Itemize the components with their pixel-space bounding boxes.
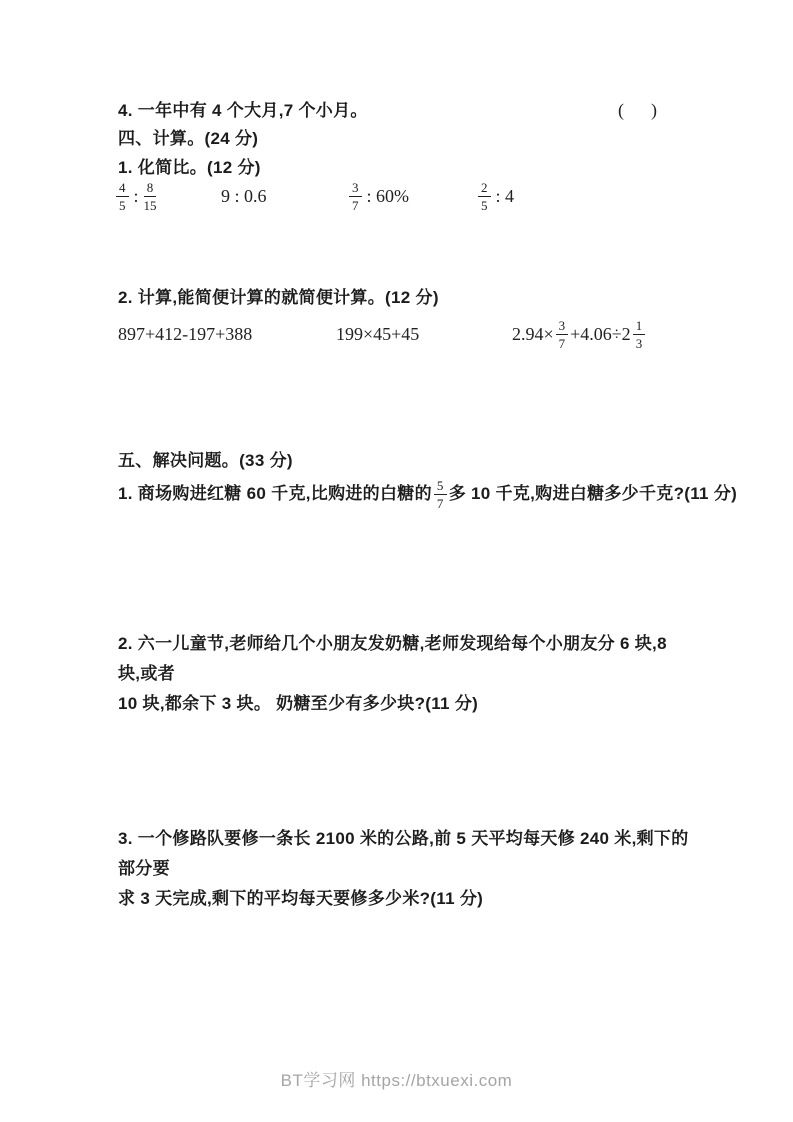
- fraction-denominator: 5: [119, 197, 126, 213]
- calc-expression-2: 199×45+45: [336, 323, 420, 344]
- problem-1-text: 多 10 千克,购进白糖多少千克?(11 分): [448, 484, 738, 503]
- fraction: [144, 181, 157, 212]
- problem-2-line-2: 10 块,都余下 3 块。 奶糖至少有多少块?(11 分): [118, 694, 479, 713]
- fraction-denominator: 3: [635, 335, 643, 351]
- fraction: [349, 181, 362, 212]
- simplify-ratio-label: 1. 化简比。(12 分): [118, 158, 261, 177]
- problem-2-line-1: 2. 六一儿童节,老师给几个小朋友发奶糖,老师发现给每个小朋友分 6 块,8 块,或者: [118, 634, 667, 683]
- section-5-heading: 五、解决问题。(33 分): [118, 451, 293, 470]
- section-4-heading: 四、计算。(24 分): [118, 129, 259, 148]
- fraction-numerator: 1: [633, 319, 646, 335]
- fraction: [633, 319, 646, 350]
- expression-segment: 2.94×: [512, 323, 554, 344]
- fraction-denominator: 7: [436, 495, 444, 511]
- problem-3-line-2: 求 3 天完成,剩下的平均每天要修多少米?(11 分): [118, 889, 484, 908]
- ratio-expression-3: [347, 178, 412, 214]
- footer-watermark: BT学习网 https://btxuexi.com: [280, 1071, 513, 1090]
- problem-3-line-1: 3. 一个修路队要修一条长 2100 米的公路,前 5 天平均每天修 240 米,剩下的部分要: [118, 829, 689, 878]
- ratio-expression-2: 9 : 0.6: [221, 185, 267, 206]
- fraction-denominator: 7: [558, 335, 566, 351]
- problem-1: [118, 474, 737, 514]
- expression-segment: +4.06÷2: [570, 323, 631, 344]
- fraction-numerator: 8: [144, 181, 157, 197]
- fraction: [478, 181, 491, 212]
- fraction-denominator: 5: [481, 197, 488, 213]
- fraction-denominator: 7: [352, 197, 359, 213]
- fraction-numerator: 4: [116, 181, 129, 197]
- fraction: [116, 181, 129, 212]
- ratio-rest: : 60%: [366, 185, 409, 206]
- question-4-statement: 4. 一年中有 4 个大月,7 个小月。: [118, 101, 368, 120]
- problem-2: [118, 629, 693, 719]
- fraction: [556, 319, 569, 350]
- fraction: [434, 479, 447, 510]
- ratio-expression-1: [114, 178, 159, 214]
- calc-expression-1: 897+412-197+388: [118, 323, 253, 344]
- fraction-numerator: 2: [478, 181, 491, 197]
- fraction-numerator: 3: [349, 181, 362, 197]
- problem-1-text: 1. 商场购进红糖 60 千克,比购进的白糖的: [118, 484, 432, 503]
- answer-bracket: ( ): [618, 100, 657, 120]
- ratio-rest: : 4: [495, 185, 515, 206]
- fraction-numerator: 5: [434, 479, 447, 495]
- problem-3: [118, 824, 693, 914]
- calc-expression-3: [512, 314, 647, 354]
- ratio-colon: :: [133, 185, 139, 206]
- fraction-numerator: 3: [556, 319, 569, 335]
- fraction-denominator: 15: [143, 197, 157, 213]
- calc-label: 2. 计算,能简便计算的就简便计算。(12 分): [118, 288, 439, 307]
- ratio-expression-4: [476, 178, 517, 214]
